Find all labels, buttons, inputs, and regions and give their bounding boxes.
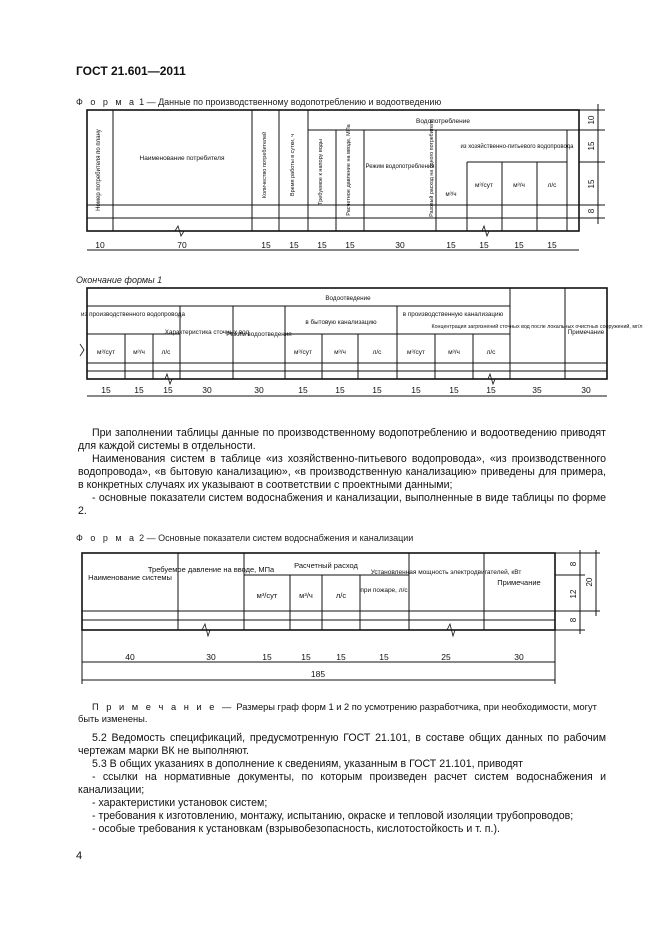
page-number: 4	[76, 850, 83, 862]
f1-col-water-supply: Водопотребление	[415, 118, 471, 125]
f2-rdim-1: 8	[569, 561, 578, 567]
f1-w-2: 70	[177, 240, 187, 250]
paragraph-3: - основные показатели систем водоснабжения и канализации, выполненные в виде таблицы по форме 2.	[78, 492, 606, 518]
f2-w-3: 15	[262, 652, 272, 662]
f1-col-pressure: Расчетное давление на вводе, МПа	[346, 124, 352, 216]
f2-col-m3h: м³/ч	[299, 591, 313, 600]
f2-w-1: 40	[125, 652, 135, 662]
f2-col-ls: л/с	[335, 591, 347, 600]
f1e-w-3: 15	[163, 385, 173, 395]
f1-col-required-flow: Требуемое к напору воды	[318, 139, 324, 205]
f1-w-5: 15	[317, 240, 327, 250]
section-5-3-intro: 5.3 В общих указаниях в дополнение к сведениям, указанным в ГОСТ 21.101, приводят	[92, 758, 523, 770]
f1e-m3h-1: м³/ч	[133, 349, 145, 356]
f1-col-m3day: м³/сут	[475, 182, 493, 189]
note-label: П р и м е ч а н и е —	[92, 702, 234, 712]
f2-col-m3day: м³/сут	[256, 591, 278, 600]
f1e-w-7: 15	[335, 385, 345, 395]
f1e-mode: Режим водоотведения	[226, 331, 292, 338]
page-header-title: ГОСТ 21.601—2011	[76, 64, 186, 78]
form1-end-caption: Окончание формы 1	[76, 275, 163, 285]
f1e-w-13: 30	[581, 385, 591, 395]
f2-w-5: 15	[336, 652, 346, 662]
f1e-characteristic: Характеристика сточных вод	[164, 329, 250, 336]
f1-w-7: 30	[395, 240, 405, 250]
f1e-w-6: 15	[298, 385, 308, 395]
f1-rdim-1: 10	[587, 115, 596, 125]
f2-col-pressure: Требуемое давление на вводе, МПа	[147, 565, 275, 574]
f1-rdim-4: 8	[587, 208, 596, 214]
f1-col-consumer-name: Наименование потребителя	[139, 155, 225, 162]
f1e-ls-1: л/с	[161, 349, 171, 356]
f1e-w-9: 15	[411, 385, 421, 395]
f1-col-ls: л/с	[547, 182, 557, 189]
f1e-domestic-sewer: в бытовую канализацию	[305, 319, 377, 326]
f1e-industrial-sewer: в производственную канализацию	[402, 311, 504, 318]
note-text: Размеры граф форм 1 и 2 по усмотрению разработчика, при необходимости, могут быть изменены.	[78, 702, 597, 724]
f1-col-domestic: из хозяйственно-питьевого водопровода	[460, 144, 574, 150]
section-5-3-item-2: - характеристики установок систем;	[92, 797, 268, 809]
form1-table	[0, 0, 661, 260]
f1e-w-1: 15	[101, 385, 111, 395]
f1-col-consumer-no: Номер потребителя по плану	[96, 129, 102, 211]
section-5-3-item-3: - требования к изготовлению, монтажу, испытанию, окраске и тепловой изоляции трубопроводов;	[92, 810, 574, 822]
f1-col-hours: Время работы в сутки, ч	[290, 133, 296, 197]
f1e-ls-3: л/с	[486, 349, 496, 356]
f1e-drainage: Водоотведение	[325, 295, 371, 302]
form2-caption-word: Ф о р м а	[76, 533, 137, 543]
section-5-3-item-1: - ссылки на нормативные документы, по которым произведен расчет систем водоснабжения и канализации;	[78, 771, 606, 797]
f1e-remark: Примечание	[567, 329, 605, 336]
f1e-ls-2: л/с	[372, 349, 382, 356]
f2-col-remark: Примечание	[497, 578, 541, 587]
f1-col-one-time: Разовый расход на одного потребителя	[429, 119, 435, 217]
f1e-m3day-2: м³/сут	[294, 349, 312, 356]
f2-total-width: 185	[310, 669, 326, 679]
f2-col-flow: Расчетный расход	[294, 561, 358, 570]
f1-w-9: 15	[479, 240, 489, 250]
f1e-w-10: 15	[449, 385, 459, 395]
f2-rdim-3: 20	[585, 577, 594, 587]
f2-w-2: 30	[206, 652, 216, 662]
f2-col-name: Наименование системы	[88, 573, 172, 582]
f2-rdim-2: 12	[569, 589, 578, 599]
section-5-3-item-4: - особые требования к установкам (взрывобезопасность, кислотостойкость и т. п.).	[92, 823, 500, 835]
f2-rdim-4: 8	[569, 617, 578, 623]
f1-col-m3h: м³/ч	[513, 182, 525, 189]
f1-w-6: 15	[345, 240, 355, 250]
f1-w-8: 15	[446, 240, 456, 250]
form1-caption-word: Ф о р м а	[76, 97, 137, 107]
f1-w-3: 15	[261, 240, 271, 250]
f1e-industrial-supply: из производственного водопровода	[80, 311, 186, 318]
f1e-w-8: 15	[372, 385, 382, 395]
f1e-w-11: 15	[486, 385, 496, 395]
f1e-w-2: 15	[134, 385, 144, 395]
f1-w-1: 10	[95, 240, 105, 250]
f2-col-power: Установленная мощность электродвигателей, кВт	[370, 569, 522, 576]
f1e-m3h-3: м³/ч	[448, 349, 460, 356]
note	[78, 701, 606, 725]
f1-rdim-2: 15	[587, 141, 596, 151]
f1e-w-12: 35	[532, 385, 542, 395]
section-5-2: 5.2 Ведомость спецификаций, предусмотренную ГОСТ 21.101, в составе общих данных по рабочим чертежам марки ВК не выполняют.	[78, 732, 606, 758]
f1-col-mode: Режим водопотребления	[365, 164, 435, 170]
f1e-w-5: 30	[254, 385, 264, 395]
f1-col-count: Количество потребителей	[262, 131, 268, 199]
f1e-concentration: Концентрация загрязнений сточных вод после локальных очистных сооружений, мг/л	[431, 324, 643, 330]
f1e-m3day-1: м³/сут	[97, 349, 115, 356]
f1-col-one-time-unit: м³/ч	[445, 192, 457, 198]
f1-w-10: 15	[514, 240, 524, 250]
paragraph-2: Наименования систем в таблице «из хозяйственно-питьевого водопровода», «из производственного водопровода», «в бытовую канализацию», «в производственную канализацию» приведены для примера, в конкретных случаях их указывают в соответствии с проектными данными;	[78, 453, 606, 492]
form1-end-table	[0, 286, 661, 416]
paragraph-1: При заполнении таблицы данные по производственному водопотреблению и водоотведению приводят для каждой системы в отдельности.	[78, 427, 606, 453]
form2-caption	[76, 533, 413, 543]
f2-w-8: 30	[514, 652, 524, 662]
f2-col-fire: при пожаре, л/с	[360, 587, 408, 594]
f1-rdim-3: 15	[587, 179, 596, 189]
f1-w-11: 15	[547, 240, 557, 250]
f2-w-6: 15	[379, 652, 389, 662]
f1e-m3h-2: м³/ч	[334, 349, 346, 356]
f2-w-7: 25	[441, 652, 451, 662]
f1e-m3day-3: м³/сут	[407, 349, 425, 356]
f1e-w-4: 30	[202, 385, 212, 395]
f1-w-4: 15	[289, 240, 299, 250]
form2-table	[0, 550, 661, 690]
form1-caption-text: 1 — Данные по производственному водопотреблению и водоотведению	[139, 97, 442, 107]
form2-caption-text: 2 — Основные показатели систем водоснабжения и канализации	[139, 533, 414, 543]
f2-w-4: 15	[301, 652, 311, 662]
